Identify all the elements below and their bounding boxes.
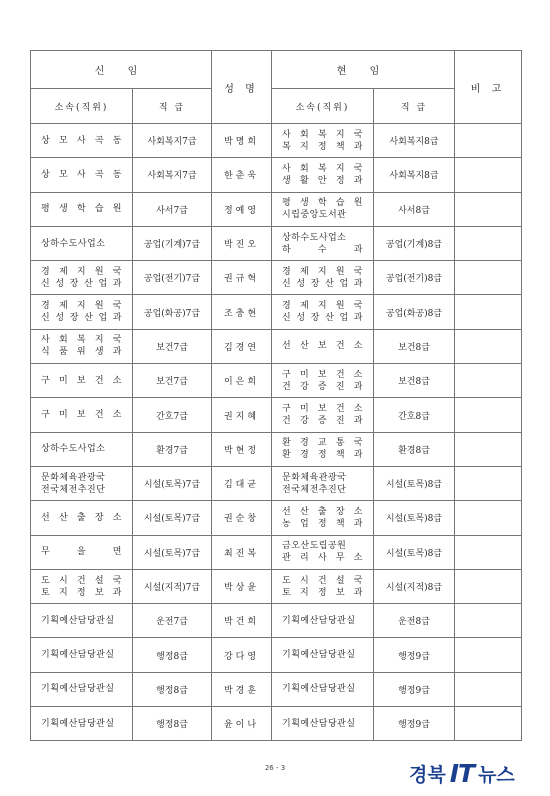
- table-row: [31, 604, 522, 638]
- new-dept-header: 소속(직위): [31, 89, 133, 124]
- current-dept-cell-line: 상하수도사업소: [282, 232, 347, 243]
- table-row: [31, 261, 522, 295]
- note-cell: [455, 329, 522, 363]
- table-row: [31, 158, 522, 192]
- new-grade-cell: 시설(토목)7급: [133, 466, 212, 500]
- new-dept-cell-line: 경 제 지 원 국: [41, 266, 122, 277]
- current-dept-cell: [272, 569, 374, 603]
- current-position-header: 현 임: [272, 51, 455, 89]
- new-dept-cell-line: 기획예산담당관실: [41, 718, 115, 729]
- name-cell: 김경연: [212, 329, 272, 363]
- table-body: [31, 124, 522, 741]
- new-dept-cell: [31, 707, 133, 741]
- current-dept-cell-line: 도 시 건 설 국: [282, 575, 363, 586]
- current-dept-cell-line: 생 활 안 정 과: [282, 175, 363, 186]
- current-dept-cell-line: 건 강 증 진 과: [282, 381, 363, 392]
- new-grade-cell: 시설(토목)7급: [133, 535, 212, 569]
- new-position-header: 신 임: [31, 51, 212, 89]
- table-row: [31, 295, 522, 329]
- current-grade-cell: 운전8급: [374, 604, 455, 638]
- new-dept-cell: [31, 364, 133, 398]
- table-row: [31, 124, 522, 158]
- new-dept-cell: [31, 295, 133, 329]
- new-dept-cell-line: 문화체육관광국: [41, 472, 106, 483]
- new-dept-cell-line: 기획예산담당관실: [41, 615, 115, 626]
- current-dept-cell-line: 토 지 정 보 과: [282, 587, 363, 598]
- note-cell: [455, 535, 522, 569]
- name-cell: 권규혁: [212, 261, 272, 295]
- new-dept-cell-line: 토 지 정 보 과: [41, 587, 122, 598]
- current-dept-cell: [272, 535, 374, 569]
- new-dept-cell-line: 무 을 면: [41, 547, 122, 558]
- new-dept-cell: [31, 466, 133, 500]
- current-dept-cell-line: 기획예산담당관실: [282, 684, 356, 695]
- new-grade-cell: 행정8급: [133, 707, 212, 741]
- current-grade-cell: 공업(기계)8급: [374, 226, 455, 260]
- current-dept-cell: [272, 672, 374, 706]
- new-dept-cell: [31, 158, 133, 192]
- table-row: [31, 501, 522, 535]
- current-dept-cell: [272, 432, 374, 466]
- new-grade-cell: 사서7급: [133, 192, 212, 226]
- new-grade-cell: 공업(기계)7급: [133, 226, 212, 260]
- logo-text-gyeongbuk: 경북: [409, 763, 446, 786]
- note-cell: [455, 466, 522, 500]
- table-row: [31, 535, 522, 569]
- current-dept-cell-line: 경 제 지 원 국: [282, 266, 363, 277]
- current-dept-header: 소속(직위): [272, 89, 374, 124]
- name-cell: 정예영: [212, 192, 272, 226]
- current-dept-cell-line: 환 경 교 통 국: [282, 438, 363, 449]
- table-row: [31, 672, 522, 706]
- current-dept-cell-line: 경 제 지 원 국: [282, 301, 363, 312]
- table-row: [31, 707, 522, 741]
- current-grade-cell: 시설(토목)8급: [374, 535, 455, 569]
- current-grade-cell: 시설(지적)8급: [374, 569, 455, 603]
- current-grade-cell: 공업(전기)8급: [374, 261, 455, 295]
- new-dept-cell-line: 식 품 위 생 과: [41, 347, 122, 358]
- table-row: [31, 329, 522, 363]
- name-cell: 이은희: [212, 364, 272, 398]
- table-row: [31, 432, 522, 466]
- new-dept-cell: [31, 192, 133, 226]
- current-grade-cell: 환경8급: [374, 432, 455, 466]
- table-row: [31, 226, 522, 260]
- logo-text-it: IT: [449, 758, 475, 788]
- current-dept-cell-line: 시립중앙도서관: [282, 210, 347, 221]
- table-row: [31, 466, 522, 500]
- new-dept-cell: [31, 398, 133, 432]
- current-dept-cell: [272, 295, 374, 329]
- name-cell: 한춘욱: [212, 158, 272, 192]
- current-grade-cell: 간호8급: [374, 398, 455, 432]
- new-dept-cell: [31, 501, 133, 535]
- note-cell: [455, 638, 522, 672]
- current-dept-cell: [272, 364, 374, 398]
- current-dept-cell-line: 선 산 보 건 소: [282, 341, 363, 352]
- current-dept-cell-line: 구 미 보 건 소: [282, 404, 363, 415]
- current-dept-cell: [272, 638, 374, 672]
- new-dept-cell-line: 신 성 장 산 업 과: [41, 313, 122, 324]
- note-cell: [455, 124, 522, 158]
- new-dept-cell-line: 기획예산담당관실: [41, 684, 115, 695]
- new-dept-cell-line: 구 미 보 건 소: [41, 410, 122, 421]
- new-grade-cell: 시설(토목)7급: [133, 501, 212, 535]
- name-cell: 박상윤: [212, 569, 272, 603]
- new-grade-cell: 운전7급: [133, 604, 212, 638]
- current-grade-cell: 시설(토목)8급: [374, 466, 455, 500]
- current-grade-cell: 보건8급: [374, 364, 455, 398]
- name-cell: 박건희: [212, 604, 272, 638]
- name-cell: 권순창: [212, 501, 272, 535]
- table-row: [31, 192, 522, 226]
- note-cell: [455, 501, 522, 535]
- new-dept-cell-line: 상하수도사업소: [41, 238, 106, 249]
- table-row: [31, 569, 522, 603]
- current-dept-cell-line: 금오산도립공원: [282, 541, 347, 552]
- current-dept-cell-line: 선 산 출 장 소: [282, 506, 363, 517]
- current-dept-cell: [272, 261, 374, 295]
- current-dept-cell-line: 평 생 학 습 원: [282, 198, 363, 209]
- current-grade-cell: 행정9급: [374, 672, 455, 706]
- current-dept-cell-line: 농 업 정 책 과: [282, 518, 363, 529]
- current-grade-cell: 보건8급: [374, 329, 455, 363]
- new-dept-cell-line: 평 생 학 습 원: [41, 204, 122, 215]
- new-dept-cell: [31, 638, 133, 672]
- current-dept-cell-line: 건 강 증 진 과: [282, 416, 363, 427]
- new-dept-cell: [31, 261, 133, 295]
- note-cell: [455, 432, 522, 466]
- current-dept-cell-line: 관 리 사 무 소: [282, 553, 363, 564]
- current-dept-cell-line: 기획예산담당관실: [282, 650, 356, 661]
- new-dept-cell: [31, 124, 133, 158]
- page-number: 26 - 3: [264, 764, 286, 772]
- new-dept-cell-line: 경 제 지 원 국: [41, 301, 122, 312]
- current-dept-cell: [272, 226, 374, 260]
- new-dept-cell: [31, 569, 133, 603]
- table-row: [31, 398, 522, 432]
- current-dept-cell-line: 기획예산담당관실: [282, 718, 356, 729]
- new-grade-cell: 사회복지7급: [133, 124, 212, 158]
- new-grade-header: 직 급: [133, 89, 212, 124]
- new-grade-cell: 시설(지적)7급: [133, 569, 212, 603]
- current-dept-cell: [272, 466, 374, 500]
- new-grade-cell: 보건7급: [133, 329, 212, 363]
- current-dept-cell-line: 기획예산담당관실: [282, 615, 356, 626]
- new-dept-cell-line: 사 회 복 지 국: [41, 335, 122, 346]
- note-cell: [455, 364, 522, 398]
- current-dept-cell-line: 신 성 장 산 업 과: [282, 278, 363, 289]
- current-dept-cell-line: 구 미 보 건 소: [282, 369, 363, 380]
- note-cell: [455, 295, 522, 329]
- personnel-table: [30, 50, 522, 741]
- current-dept-cell-line: 복 지 정 책 과: [282, 141, 363, 152]
- current-grade-header: 직 급: [374, 89, 455, 124]
- current-grade-cell: 공업(화공)8급: [374, 295, 455, 329]
- name-cell: 김대균: [212, 466, 272, 500]
- note-cell: [455, 192, 522, 226]
- current-dept-cell: [272, 124, 374, 158]
- note-header: 비 고: [455, 51, 522, 124]
- current-grade-cell: 행정9급: [374, 707, 455, 741]
- new-dept-cell-line: 상 모 사 곡 동: [41, 169, 122, 180]
- new-grade-cell: 행정8급: [133, 672, 212, 706]
- new-dept-cell: [31, 432, 133, 466]
- new-dept-cell-line: 전국체전추진단: [41, 484, 106, 495]
- current-dept-cell: [272, 604, 374, 638]
- new-grade-cell: 사회복지7급: [133, 158, 212, 192]
- current-dept-cell-line: 신 성 장 산 업 과: [282, 313, 363, 324]
- current-grade-cell: 사회복지8급: [374, 124, 455, 158]
- new-grade-cell: 공업(화공)7급: [133, 295, 212, 329]
- current-dept-cell-line: 문화체육관광국: [282, 472, 347, 483]
- current-dept-cell: [272, 707, 374, 741]
- name-cell: 권지혜: [212, 398, 272, 432]
- new-dept-cell: [31, 535, 133, 569]
- note-cell: [455, 604, 522, 638]
- new-grade-cell: 행정8급: [133, 638, 212, 672]
- new-dept-cell: [31, 329, 133, 363]
- note-cell: [455, 672, 522, 706]
- new-dept-cell-line: 상 모 사 곡 동: [41, 135, 122, 146]
- new-grade-cell: 환경7급: [133, 432, 212, 466]
- logo-text-news: 뉴스: [478, 763, 515, 786]
- current-dept-cell-line: 전국체전추진단: [282, 484, 347, 495]
- current-dept-cell-line: 사 회 복 지 국: [282, 163, 363, 174]
- new-dept-cell-line: 도 시 건 설 국: [41, 575, 122, 586]
- current-grade-cell: 사회복지8급: [374, 158, 455, 192]
- name-cell: 윤이나: [212, 707, 272, 741]
- new-dept-cell-line: 상하수도사업소: [41, 444, 106, 455]
- new-dept-cell-line: 신 성 장 산 업 과: [41, 278, 122, 289]
- note-cell: [455, 226, 522, 260]
- site-logo: [409, 758, 541, 788]
- name-cell: 박현정: [212, 432, 272, 466]
- note-cell: [455, 261, 522, 295]
- name-cell: 조충현: [212, 295, 272, 329]
- note-cell: [455, 398, 522, 432]
- new-dept-cell: [31, 604, 133, 638]
- current-grade-cell: 시설(토목)8급: [374, 501, 455, 535]
- current-dept-cell: [272, 501, 374, 535]
- current-dept-cell: [272, 398, 374, 432]
- name-cell: 최진복: [212, 535, 272, 569]
- current-dept-cell-line: 사 회 복 지 국: [282, 129, 363, 140]
- new-dept-cell-line: 선 산 출 장 소: [41, 512, 122, 523]
- current-dept-cell: [272, 329, 374, 363]
- name-cell: 박진오: [212, 226, 272, 260]
- new-grade-cell: 보건7급: [133, 364, 212, 398]
- name-cell: 강다영: [212, 638, 272, 672]
- new-dept-cell-line: 구 미 보 건 소: [41, 375, 122, 386]
- current-grade-cell: 행정9급: [374, 638, 455, 672]
- current-dept-cell-line: 하 수 과: [282, 244, 363, 255]
- name-header: 성 명: [212, 51, 272, 124]
- name-cell: 박명희: [212, 124, 272, 158]
- current-dept-cell: [272, 158, 374, 192]
- new-dept-cell: [31, 226, 133, 260]
- note-cell: [455, 569, 522, 603]
- current-grade-cell: 사서8급: [374, 192, 455, 226]
- new-dept-cell: [31, 672, 133, 706]
- current-dept-cell-line: 환 경 정 책 과: [282, 450, 363, 461]
- note-cell: [455, 158, 522, 192]
- name-cell: 박경훈: [212, 672, 272, 706]
- table-row: [31, 364, 522, 398]
- new-grade-cell: 간호7급: [133, 398, 212, 432]
- note-cell: [455, 707, 522, 741]
- new-dept-cell-line: 기획예산담당관실: [41, 650, 115, 661]
- new-grade-cell: 공업(전기)7급: [133, 261, 212, 295]
- table-row: [31, 638, 522, 672]
- current-dept-cell: [272, 192, 374, 226]
